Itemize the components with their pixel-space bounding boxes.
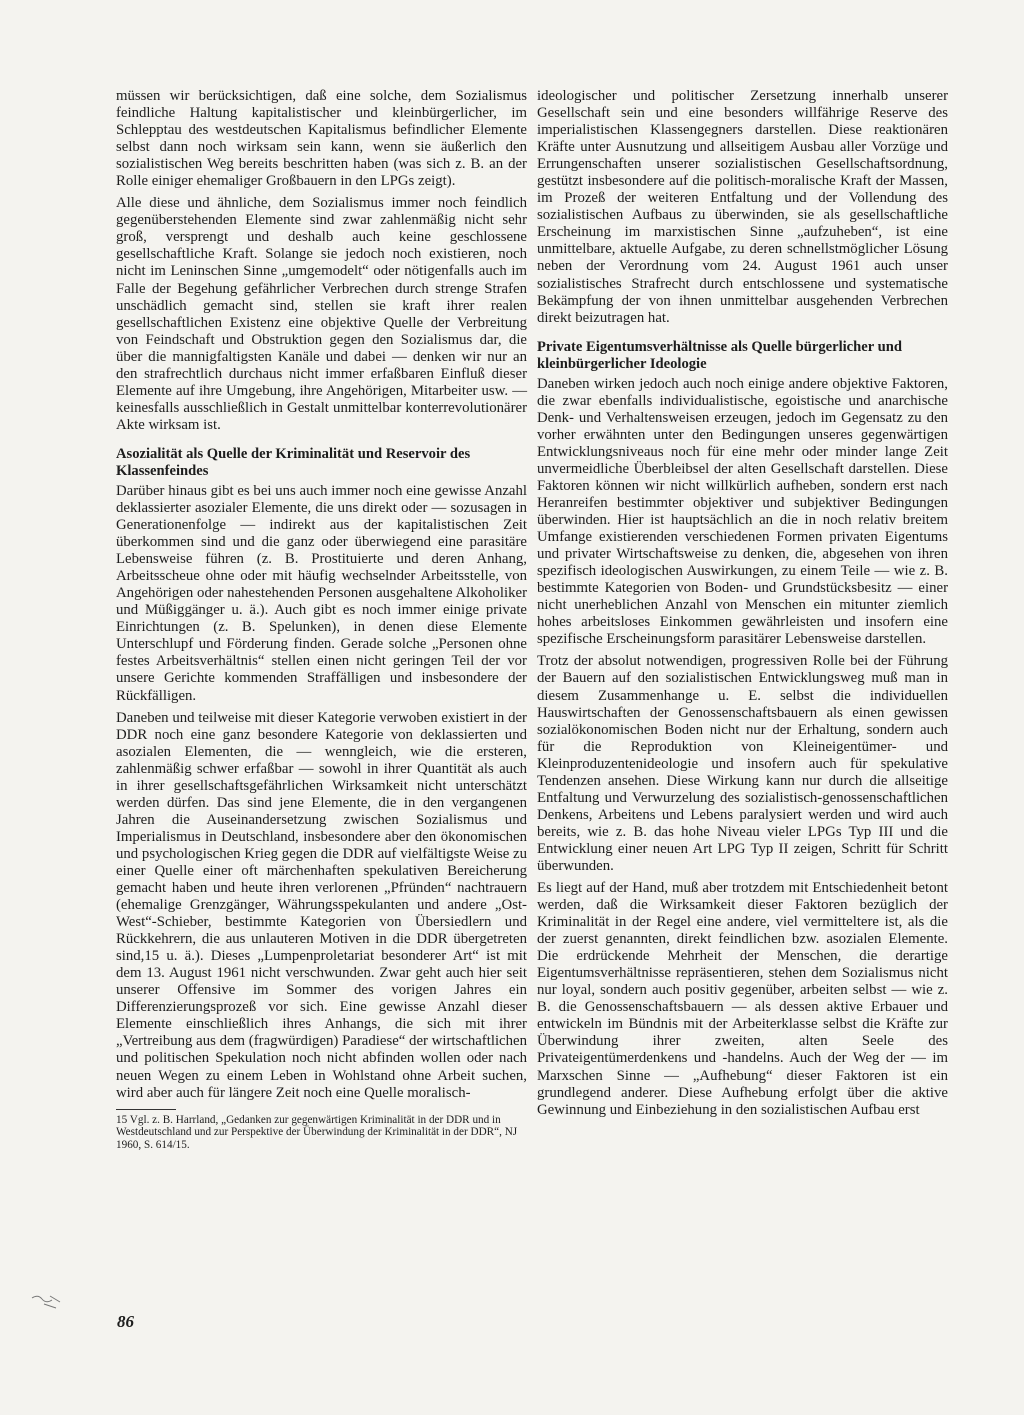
section-heading: Private Eigentumsverhältnisse als Quelle bürgerlicher und kleinbürgerlicher Ideologie: [537, 338, 902, 372]
paragraph: Alle diese und ähnliche, dem Sozialismus immer noch feindlich gegenüberstehenden Elemente sind zwar zahlenmäßig nicht sehr groß, versprengt und deshalb auch keine geschlossene gesellschaftliche Kraft. Solange sie jedoch noch existieren, noch nicht im Leninschen Sinne „umgemodelt“ oder nötigenfalls auch im Falle der Begehung gefährlicher Verbrechen durch strenge Strafen unschädlich gemacht sind, stellen sie kraft ihrer realen gesellschaftlichen Existenz eine objektive Quelle der Verbreitung von Feindschaft und Obstruktion gegen den Sozialismus dar, die über die mannigfaltigsten Kanäle und dabei — denken wir nur an den strafrechtlich durchaus nicht immer erfaßbaren Einfluß dieser Elemente auf ihre Umgebung, ihre Angehörigen, Mitarbeiter usw. — keinesfalls ausschließlich in Gestalt unmittelbar konterrevolutionärer Akte wirksam ist.: [116, 195, 527, 433]
section-heading: Asozialität als Quelle der Kriminalität und Reservoir des Klassenfeindes: [116, 445, 471, 479]
right-column: [537, 88, 948, 1124]
paragraph: ideologischer und politischer Zersetzung innerhalb unserer Gesellschaft sein und eine besonders willfährige Reserve des imperialistischen Klassengegners darstellen. Diese reaktionären Kräfte unter Ausnutzung und allseitigem Ausbau aller Vorzüge und Errungenschaften unserer sozialistischen Gesellschaftsordnung, gestützt insbesondere auf die politisch-moralische Kraft der Massen, im Prozeß der weiteren Entfaltung und der Vollendung des sozialistischen Aufbaus zu überwinden, sie als gesellschaftliche Erscheinung im marxistischen Sinne „aufzuheben“, ist eine unmittelbare, aktuelle Aufgabe, zu deren schnellstmöglicher Lösung neben der Verordnung vom 24. August 1961 auch unser sozialistisches Strafrecht durch entschlossene und systematische Bekämpfung der von ihnen unmittelbar ausgehenden Verbrechen direkt beizutragen hat.: [537, 88, 948, 326]
footnote-divider: [116, 1109, 176, 1110]
left-column: [116, 88, 527, 1156]
scribble-mark: [30, 1290, 70, 1312]
paragraph: Es liegt auf der Hand, muß aber trotzdem mit Entschiedenheit betont werden, daß die Wirksamkeit dieser Faktoren bezüglich der Kriminalität in der Regel eine andere, viel vermitteltere ist, als die der zuerst genannten, direkt feindlichen bzw. asozialen Elemente. Die erdrückende Mehrheit der Menschen, die derartige Eigentumsverhältnisse repräsentieren, stehen dem Sozialismus nicht nur loyal, sondern auch positiv gegenüber, arbeiten selbst — wie z. B. die Genossenschaftsbauern — als dessen aktive Erbauer und entwickeln im Bündnis mit der Arbeiterklasse selbst die Kräfte zur Überwindung ihrer zweiten, alten Seele des Privateigentümerdenkens und -handelns. Auch der Weg der — im Marxschen Sinne — „Aufhebung“ dieser Faktoren ist ein grundlegend anderer. Diese Aufhebung erfolgt über die aktive Gewinnung und Einbeziehung in den sozialistischen Aufbau erst: [537, 880, 948, 1118]
paragraph: Darüber hinaus gibt es bei uns auch immer noch eine gewisse Anzahl deklassierter asozialer Elemente, die uns direkt oder — sozusagen in Generationenfolge — indirekt aus der kapitalistischen Zeit überkommen sind und die ganz oder überwiegend eine parasitäre Lebensweise führen (z. B. Prostituierte und deren Anhang, Arbeitsscheue ohne oder mit häufig wechselnder Arbeitsstelle, von Angehörigen oder nahestehenden Personen ausgehaltene Alkoholiker und Müßiggänger u. ä.). Auch gibt es noch immer einige private Einrichtungen (z. B. Spelunken), in denen diese Elemente Unterschlupf und Förderung finden. Gerade solche „Personen ohne festes Arbeitsverhältnis“ stellen einen nicht geringen Teil der vor unsere Gerichte kommenden Straffälligen und insbesondere der Rückfälligen.: [116, 482, 527, 704]
page-number: 86: [117, 1312, 134, 1331]
paragraph: Daneben wirken jedoch auch noch einige andere objektive Faktoren, die zwar ebenfalls individualistische, egoistische und anarchische Denk- und Verhaltensweisen erzeugen, jedoch im Gegensatz zu den vorher erwähnten unter den Bedingungen unseres gegenwärtigen Entwicklungsniveaus noch für eine mehr oder minder lange Zeit unvermeidliche Überbleibsel der alten Gesellschaft darstellen. Diese Faktoren können wir nicht willkürlich aufheben, sondern erst nach Heranreifen bestimmter objektiver und subjektiver Bedingungen überwinden. Hier ist hauptsächlich an die in noch relativ breitem Umfange existierenden verschiedenen Formen privaten Eigentums und privater Wirtschaftsweise zu denken, die, abgesehen von ihren spezifisch ideologischen Auswirkungen, zu einem Teile — wie z. B. bestimmte Kategorien von Boden- und Grundstücksbesitz — einer nicht unerheblichen Anzahl von Menschen ein mitunter ziemlich hohes arbeitsloses Einkommen gewährleisten und insofern eine spezifische Erscheinungsform parasitärer Lebensweise darstellen.: [537, 375, 948, 648]
footnote: 15 Vgl. z. B. Harrland, „Gedanken zur gegenwärtigen Kriminalität in der DDR und in Westdeutschland und zur Perspektive der Überwindung der Kriminalität in der DDR“, NJ 1960, S. 614/15.: [116, 1113, 518, 1151]
paragraph: müssen wir berücksichtigen, daß eine solche, dem Sozialismus feindliche Haltung kapitalistischer und kleinbürgerlicher, im Schlepptau des westdeutschen Kapitalismus befindlicher Elemente selbst dann noch wirksam sein kann, wenn sie äußerlich den sozialistischen Weg bereits beschritten haben (was sich z. B. an der Rolle einiger ehemaliger Großbauern in den LPGs zeigt).: [116, 88, 527, 190]
paragraph: Trotz der absolut notwendigen, progressiven Rolle bei der Führung der Bauern auf den sozialistischen Entwicklungsweg muß man in diesem Zusammenhange u. E. selbst die individuellen Hauswirtschaften der Genossenschaftsbauern als einen gewissen sozialökonomischen Boden nicht nur der Erhaltung, sondern auch für die Reproduktion von Kleineigentümer- und Kleinproduzentenideologie und insofern auch für spekulative Tendenzen ansehen. Diese Wirkung kann nur durch die allseitige Entfaltung und Verwurzelung des sozialistisch-genossenschaftlichen Denkens, Arbeitens und Lebens paralysiert werden und wird auch bereits, wie z. B. das hohe Niveau vieler LPGs Typ III und die Entwicklung einer neuen Art LPG Typ II zeigen, Schritt für Schritt überwunden.: [537, 653, 948, 874]
paragraph: Daneben und teilweise mit dieser Kategorie verwoben existiert in der DDR noch eine ganz besondere Kategorie von deklassierten und asozialen Elementen, die — wenngleich, wie die ersteren, zahlenmäßig schwer erfaßbar — sowohl in ihrer Quantität als auch in ihrer gesellschaftsgefährlichen Wirksamkeit nicht unterschätzt werden dürfen. Das sind jene Elemente, die in den vergangenen Jahren die Auseinandersetzung zwischen Sozialismus und Imperialismus in Deutschland, insbesondere aber den ökonomischen und psychologischen Krieg gegen die DDR auf vielfältigste Weise zu einer Quelle einer oft märchenhaften spekulativen Bereicherung gemacht haben und heute ihren verlorenen „Pfründen“ nachtrauern (ehemalige Grenzgänger, Währungsspekulanten und andere „Ost-West“-Schieber, bestimmte Kategorien von Übersiedlern und Rückkehrern, die aus unlauteren Motiven in die DDR übergetreten sind,15 u. ä.). Dieses „Lumpenproletariat besonderer Art“ ist mit dem 13. August 1961 nicht verschwunden. Zwar geht auch hier seit unserer Offensive im Sommer des vorigen Jahres ein Differenzierungsprozeß vor sich. Eine gewisse Anzahl dieser Elemente einschließlich ihres Anhangs, die sich mit ihrer „Vertreibung aus dem (fragwürdigen) Paradiese“ der wirtschaftlichen und politischen Spekulation noch nicht abfinden wollen oder nach neuen Wegen zu einem Leben in Wohlstand ohne Arbeit suchen, wird aber auch für längere Zeit noch eine Quelle moralisch-: [116, 709, 527, 1101]
